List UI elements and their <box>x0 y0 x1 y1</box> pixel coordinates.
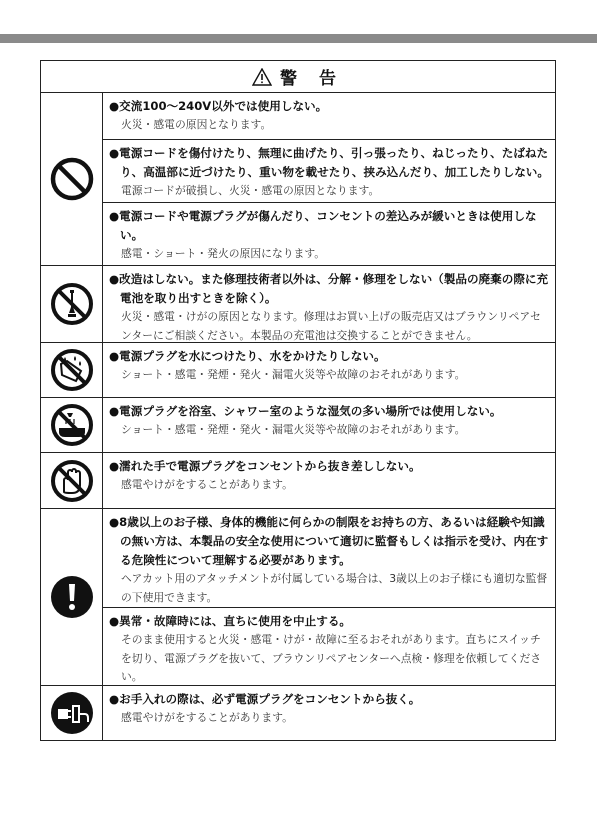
section-general-prohibition <box>41 93 555 266</box>
warning-text: ● 電源コードを傷付けたり、無理に曲げたり、引っ張ったり、ねじったり、たばねたり、高温部に近づけたり、重い物を載せたり、挟み込んだり、加工したりしない。 <box>109 144 549 182</box>
top-gray-bar <box>0 34 597 43</box>
prohibition-icon <box>49 156 95 202</box>
warning-detail: ショート・感電・発煙・発火・漏電火災等や故障のおそれがあります。 <box>121 423 466 436</box>
warning-detail: 火災・感電・けがの原因となります。修理はお買い上げの販売店又はブラウンリペアセンターにご相談ください。本製品の充電池は交換することができません。 <box>121 310 541 342</box>
warning-text: ● 電源プラグを浴室、シャワー室のような湿気の多い場所では使用しない。 <box>109 402 549 421</box>
list-item <box>103 203 555 265</box>
warning-detail: ヘアカット用のアタッチメントが付属している場合は、3歳以上のお子様にも適切な監督の下使用できます。 <box>121 572 548 604</box>
warning-text: ● 濡れた手で電源プラグをコンセントから抜き差ししない。 <box>109 457 549 476</box>
warning-text: ● 電源コードや電源プラグが傷んだり、コンセントの差込みが緩いときは使用しない。 <box>109 207 549 245</box>
section-no-disassembly <box>41 266 555 343</box>
section-no-water <box>41 343 555 398</box>
list-item <box>103 509 555 608</box>
section-no-bathroom <box>41 398 555 453</box>
list-item <box>103 266 555 342</box>
warning-detail: 感電やけがをすることがあります。 <box>121 711 293 724</box>
warning-detail: 感電やけがをすることがあります。 <box>121 478 293 491</box>
warning-detail: ショート・感電・発煙・発火・漏電火災等や故障のおそれがあります。 <box>121 368 466 381</box>
warning-text: ● お手入れの際は、必ず電源プラグをコンセントから抜く。 <box>109 690 549 709</box>
warning-detail: 火災・感電の原因となります。 <box>121 118 272 131</box>
section-unplug <box>41 686 555 740</box>
warning-detail: 感電・ショート・発火の原因になります。 <box>121 247 326 260</box>
warning-title: 警 告 <box>280 69 344 89</box>
no-wet-hands-icon <box>49 458 95 504</box>
warning-header <box>41 61 555 93</box>
warning-text: ● 8歳以上のお子様、身体的機能に何らかの制限をお持ちの方、あるいは経験や知識の無い方は、本製品の安全な使用について適切に監督もしくは指示を受け、内在する危険性について理解する必要があります。 <box>109 513 549 570</box>
list-item <box>103 453 555 508</box>
list-item <box>103 398 555 452</box>
section-no-wet-hands <box>41 453 555 509</box>
warning-detail: 電源コードが破損し、火災・感電の原因となります。 <box>121 184 380 197</box>
warning-table <box>40 60 556 741</box>
warning-text: ● 交流100～240V以外では使用しない。 <box>109 97 549 116</box>
warning-triangle-icon <box>252 68 272 86</box>
mandatory-exclamation-icon <box>49 574 95 620</box>
list-item <box>103 93 555 140</box>
no-bathroom-icon <box>49 402 95 448</box>
warning-text: ● 改造はしない。また修理技術者以外は、分解・修理をしない（製品の廃棄の際に充電池を取り出すときを除く）。 <box>109 270 549 308</box>
section-mandatory <box>41 509 555 686</box>
list-item <box>103 608 555 685</box>
unplug-icon <box>49 690 95 736</box>
list-item <box>103 686 555 740</box>
warning-detail: そのまま使用すると火災・感電・けが・故障に至るおそれがあります。直ちにスイッチを切り、電源プラグを抜いて、ブラウンリペアセンターへ点検・修理を依頼してください。 <box>121 633 542 683</box>
warning-text: ● 電源プラグを水につけたり、水をかけたりしない。 <box>109 347 549 366</box>
warning-text: ● 異常・故障時には、直ちに使用を中止する。 <box>109 612 549 631</box>
list-item <box>103 343 555 397</box>
no-water-icon <box>49 347 95 393</box>
list-item <box>103 140 555 203</box>
no-disassembly-icon <box>49 281 95 327</box>
